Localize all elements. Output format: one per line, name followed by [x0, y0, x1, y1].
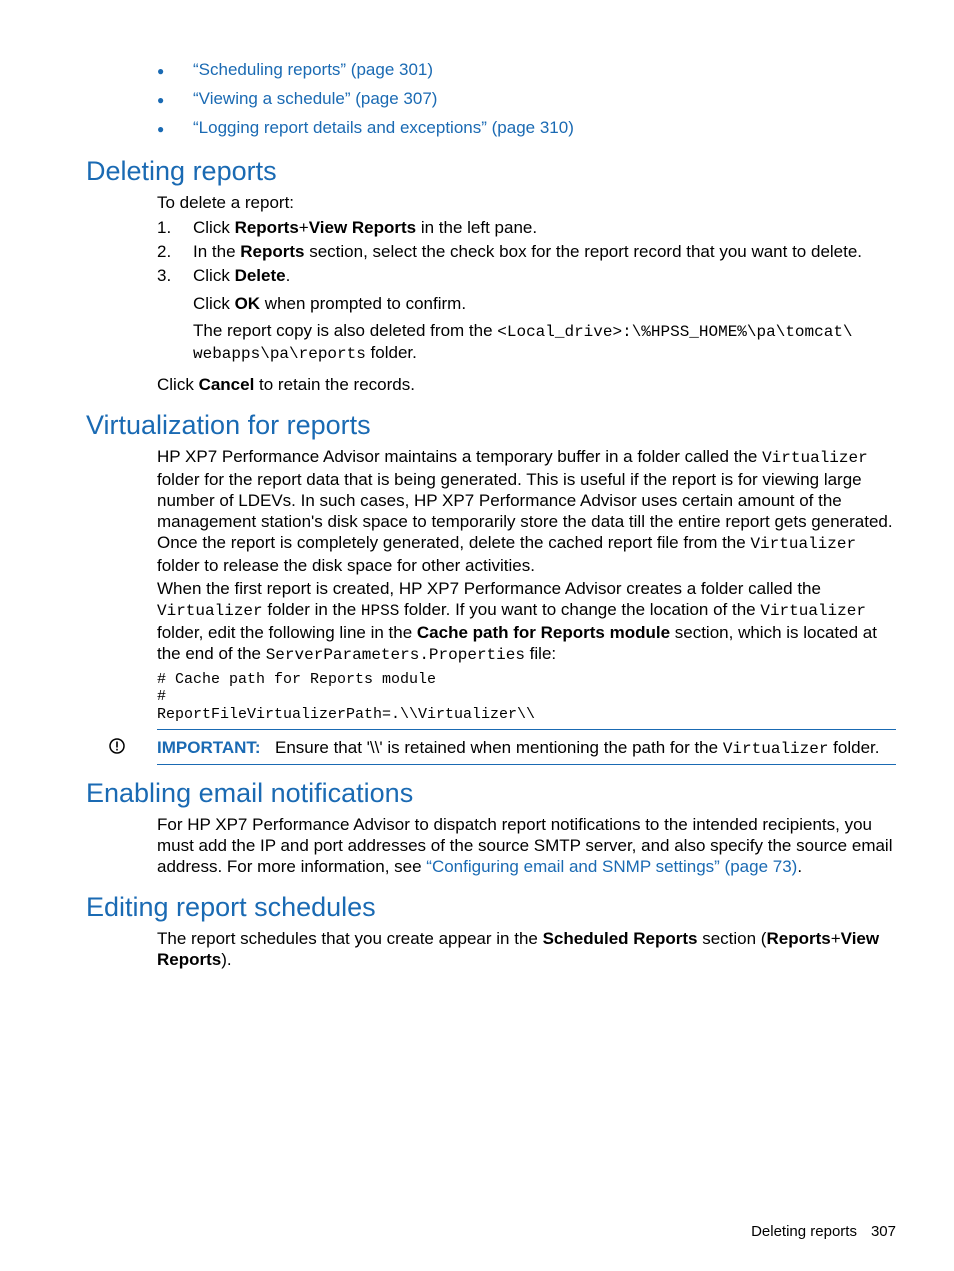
- virtualization-paragraph-1: HP XP7 Performance Advisor maintains a temporary buffer in a folder called the Virtualizer folder for the report data that is being generated. This is useful if the report is for viewing large number of LDEVs. In such cases, HP XP7 Performance Advisor uses certain amount of the management station's disk space to temporarily store the data till the entire report gets generated. Once the report is completely generated, delete the cached report file from the Virtualizer folder to release the disk space for other activities.: [157, 447, 893, 575]
- list-item[interactable]: [157, 59, 433, 82]
- footer-section: Deleting reports: [751, 1223, 857, 1240]
- step-2: 2. In the Reports section, select the check box for the report record that you want to delete.: [157, 242, 863, 261]
- code-line-1: # Cache path for Reports module: [157, 671, 437, 688]
- cancel-text: Click Cancel to retain the records.: [157, 375, 415, 394]
- important-label: IMPORTANT:: [157, 738, 261, 757]
- link-scheduling-reports[interactable]: “Scheduling reports” (page 301): [193, 60, 434, 79]
- list-item[interactable]: [157, 117, 574, 140]
- heading-email-notifications: Enabling email notifications: [86, 778, 414, 808]
- bullet-icon: ●: [157, 122, 165, 136]
- bullet-icon: ●: [157, 64, 165, 78]
- virtualization-paragraph-2: When the first report is created, HP XP7 Performance Advisor creates a folder called the Virtualizer folder in the HPSS folder. If you want to change the location of the Virtualizer folder, edit the following line in the Cache path for Reports module section, which is located at the end of the ServerParameters.Properties file:: [157, 579, 877, 664]
- link-viewing-schedule[interactable]: “Viewing a schedule” (page 307): [193, 89, 438, 108]
- important-rule-bottom: [157, 764, 896, 765]
- heading-deleting-reports: Deleting reports: [86, 156, 277, 186]
- link-logging-report[interactable]: “Logging report details and exceptions” (page 310): [193, 118, 574, 137]
- confirm-ok-text: Click OK when prompted to confirm.: [193, 294, 467, 313]
- editing-paragraph: The report schedules that you create appear in the Scheduled Reports section (Reports+View Reports).: [157, 929, 880, 969]
- step-3: 3. Click Delete.: [157, 266, 291, 285]
- heading-virtualization: Virtualization for reports: [86, 410, 371, 440]
- code-line-2: #: [157, 688, 167, 705]
- list-item[interactable]: [157, 88, 437, 111]
- bullet-icon: ●: [157, 93, 165, 107]
- code-line-3: ReportFileVirtualizerPath=.\\Virtualizer\\: [157, 706, 536, 723]
- page-number: 307: [870, 1223, 896, 1240]
- important-rule-top: [157, 729, 896, 730]
- step-1: 1. Click Reports+View Reports in the left pane.: [157, 218, 538, 237]
- important-icon: [108, 737, 126, 755]
- copy-deleted-text: The report copy is also deleted from the <Local_drive>:\%HPSS_HOME%\pa\tomcat\: [193, 321, 853, 341]
- heading-editing-schedules: Editing report schedules: [86, 892, 376, 922]
- copy-deleted-text-cont: webapps\pa\reports folder.: [193, 343, 417, 363]
- link-configuring-email[interactable]: “Configuring email and SNMP settings” (page 73): [426, 857, 798, 876]
- deleting-intro: To delete a report:: [157, 193, 295, 212]
- page-footer: [751, 1223, 896, 1240]
- important-text: Ensure that '\\' is retained when mentioning the path for the Virtualizer folder.: [275, 738, 880, 758]
- email-paragraph: For HP XP7 Performance Advisor to dispatch report notifications to the intended recipients, you must add the IP and port addresses of the source SMTP server, and also specify the source email address. For more information, see “Configuring email and SNMP settings” (page 73).: [157, 815, 893, 876]
